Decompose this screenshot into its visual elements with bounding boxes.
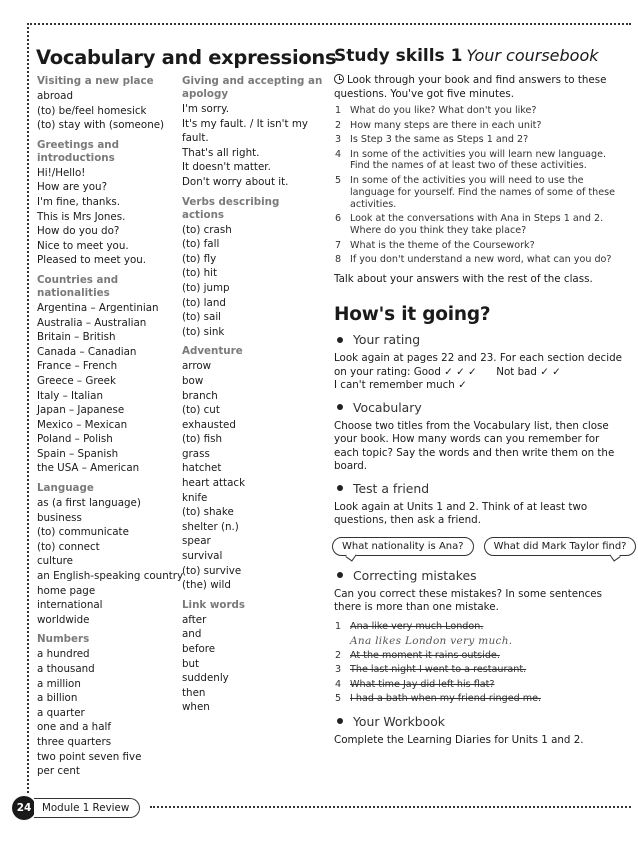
question-text: If you don't understand a new word, what can you do?: [350, 254, 612, 266]
vocab-item: (to) fall: [182, 238, 220, 251]
bullet-icon: [337, 718, 343, 724]
study-intro-text: Look through your book and find answers to these questions. You've got five minutes.: [334, 74, 607, 100]
vocab-item: (to) connect: [37, 540, 100, 553]
vocab-item: This is Mrs Jones.: [37, 210, 126, 223]
vocab-item: and: [182, 628, 202, 641]
vocabulary-column-2: [182, 75, 324, 715]
vocab-item: exhausted: [182, 418, 236, 431]
vocab-item: (to) sail: [182, 311, 222, 324]
question-number: 3: [335, 134, 342, 145]
vocab-item: worldwide: [37, 613, 90, 626]
vocab-item: international: [37, 599, 103, 612]
question-text: What do you like? What don't you like?: [350, 105, 537, 116]
vocab-item: Argentina – Argentinian: [37, 301, 159, 314]
question-item: [334, 254, 624, 266]
vocab-item: I'm fine, thanks.: [37, 195, 121, 208]
dotted-border-left: [27, 23, 29, 793]
vocab-item: Britain – British: [37, 331, 116, 344]
vocab-item: heart attack: [182, 477, 246, 490]
vocab-item: a hundred: [37, 648, 90, 661]
vocab-item: Don't worry about it.: [182, 175, 289, 188]
vocab-item: before: [182, 643, 216, 655]
vocab-item: (to) cut: [182, 404, 220, 417]
vocab-section-heading: Greetings and introductions: [37, 138, 120, 164]
question-item: [334, 240, 624, 252]
vocab-item: (to) hit: [182, 267, 218, 280]
vocab-section-heading: Link words: [182, 598, 246, 611]
vocab-section-heading: Adventure: [182, 345, 243, 358]
study-questions: [334, 105, 624, 266]
vocab-section-heading: Language: [37, 482, 94, 495]
vocab-item: Mexico – Mexican: [37, 418, 128, 431]
question-number: 5: [335, 174, 342, 186]
vocab-item: branch: [182, 389, 218, 402]
vocab-item: the USA – American: [37, 462, 140, 475]
bullet-icon: [337, 485, 343, 491]
vocab-item: bow: [182, 374, 204, 387]
question-item: [334, 105, 624, 117]
rating-cant: I can't remember much ✓: [334, 379, 467, 392]
vocab-item: after: [182, 613, 207, 626]
vocab-section-heading: Visiting a new place: [37, 75, 154, 87]
mistake-item: 3 The last night I went to a restaurant.: [335, 664, 527, 676]
mistake-item: 4 What time Jay did left his flat?: [335, 678, 495, 690]
vocab-item: (to) stay with (someone): [37, 119, 165, 132]
bullet-icon: [337, 337, 343, 343]
vocab-item: How are you?: [37, 181, 108, 194]
vocab-item: Nice to meet you.: [37, 239, 129, 252]
vocabulary-title: Vocabulary and expressions: [36, 46, 337, 69]
dotted-border-top: [27, 23, 631, 25]
vocab-item: three quarters: [37, 735, 112, 748]
question-item: [334, 213, 624, 237]
question-text: Is Step 3 the same as Steps 1 and 2?: [350, 134, 529, 145]
vocab-item: Italy – Italian: [37, 389, 103, 402]
handwritten-correction: Ana likes London very much.: [350, 635, 513, 648]
rating-heading: Your rating: [334, 332, 624, 347]
vocab-item: France – French: [37, 360, 118, 373]
vocab-item: (to) jump: [182, 281, 230, 294]
vocab-item: one and a half: [37, 721, 111, 734]
vocab-item: (to) fly: [182, 252, 217, 265]
question-item: [334, 149, 624, 173]
question-item: [334, 120, 624, 132]
vocab-item: Greece – Greek: [37, 374, 116, 387]
question-number: 1: [335, 105, 342, 116]
question-item: [334, 134, 624, 146]
question-number: 4: [335, 148, 342, 160]
test-heading: Test a friend: [334, 481, 624, 496]
mistake-item: 2 At the moment it rains outside.: [335, 649, 500, 661]
test-text: Look again at Units 1 and 2. Think of at least two questions, then ask a friend.: [334, 500, 588, 527]
vocab-item: Australia – Australian: [37, 316, 147, 329]
vocab-item: culture: [37, 555, 73, 568]
vocab-item: home page: [37, 584, 96, 597]
question-number: 8: [335, 254, 342, 266]
vocab-item: per cent: [37, 765, 80, 778]
vocab-item: Pleased to meet you.: [37, 254, 147, 267]
clock-icon: [334, 74, 344, 84]
workbook-text: Complete the Learning Diaries for Units 1 and 2.: [334, 733, 584, 746]
vocab-item: when: [182, 701, 210, 714]
vocab-item: (the) wild: [182, 579, 231, 592]
vocab-item: as (a first language): [37, 497, 141, 510]
vocab-item: (to) communicate: [37, 526, 129, 539]
vocab-item: I'm sorry.: [182, 103, 230, 115]
vocab-item: a thousand: [37, 663, 95, 675]
vocab-item: (to) land: [182, 296, 226, 309]
vocab-item: Poland – Polish: [37, 433, 113, 446]
dotted-border-bottom: [150, 806, 631, 808]
vocab-item: Japan – Japanese: [37, 404, 125, 417]
study-skills-subtitle: Your coursebook: [466, 46, 599, 65]
vocab-item: Canada – Canadian: [37, 345, 137, 358]
vocab-section-heading: Verbs describing actions: [182, 195, 280, 221]
question-text: What is the theme of the Coursework?: [350, 239, 535, 251]
question-text: In some of the activities you will learn new language. Find the names of at least two of these activities.: [350, 148, 607, 172]
vocabulary-text: Choose two titles from the Vocabulary list, then close your book. How many words can you remember for each topic? Say the words and then write them on the board.: [334, 419, 615, 473]
study-skills-heading: Study skills 1: [334, 46, 463, 66]
vocab-item: an English-speaking country: [37, 570, 184, 583]
question-number: 6: [335, 213, 342, 225]
question-text: In some of the activities you will need to use the language for yourself. Find the names of some of these activities.: [350, 174, 616, 210]
study-intro: [334, 74, 624, 101]
vocab-item: That's all right.: [182, 146, 260, 159]
mistake-item: 5 I had a bath when my friend ringed me.: [335, 693, 542, 705]
question-text: Look at the conversations with Ana in Steps 1 and 2. Where do you think they take place?: [350, 213, 604, 237]
bullet-icon: [337, 572, 343, 578]
vocab-item: (to) shake: [182, 506, 234, 519]
rating-good: Good ✓ ✓ ✓: [413, 365, 477, 378]
vocab-item: spear: [182, 535, 211, 548]
vocab-item: arrow: [182, 360, 212, 373]
vocab-section-heading: Numbers: [37, 633, 90, 646]
vocabulary-heading: Vocabulary: [334, 400, 624, 415]
question-text: How many steps are there in each unit?: [350, 119, 542, 131]
right-column: [334, 46, 627, 747]
vocab-item: (to) sink: [182, 325, 225, 338]
speech-bubble-2: What did Mark Taylor find?: [484, 537, 637, 556]
vocab-item: (to) fish: [182, 433, 223, 446]
question-item: [334, 175, 624, 211]
mistakes-list: [334, 621, 624, 706]
vocab-item: How do you do?: [37, 225, 120, 238]
vocab-item: business: [37, 511, 82, 524]
vocab-item: Spain – Spanish: [37, 447, 119, 460]
vocab-item: a million: [37, 677, 81, 690]
question-number: 2: [335, 119, 342, 131]
mistake-item: 1 Ana like very much London.: [335, 620, 484, 632]
bullet-icon: [337, 404, 343, 410]
workbook-heading: Your Workbook: [334, 714, 624, 729]
vocab-item: shelter (n.): [182, 520, 239, 533]
vocab-item: abroad: [37, 90, 73, 102]
hows-it-going-title: How's it going?: [334, 304, 491, 326]
vocab-item: hatchet: [182, 462, 222, 475]
speech-bubble-1: What nationality is Ana?: [332, 537, 474, 556]
speech-bubbles: [332, 537, 627, 556]
correcting-heading: Correcting mistakes: [334, 568, 624, 583]
vocab-section-heading: Countries and nationalities: [37, 273, 119, 299]
vocab-item: a quarter: [37, 706, 85, 719]
footer: [12, 796, 140, 820]
talk-text: Talk about your answers with the rest of the class.: [334, 273, 593, 286]
vocab-item: then: [182, 686, 206, 699]
vocabulary-column-1: [37, 75, 182, 779]
correcting-text: Can you correct these mistakes? In some sentences there is more than one mistake.: [334, 587, 602, 614]
vocab-item: (to) crash: [182, 223, 232, 236]
vocab-item: It doesn't matter.: [182, 161, 271, 174]
study-skills-title: [334, 46, 624, 66]
vocab-item: (to) be/feel homesick: [37, 104, 147, 117]
vocab-item: It's my fault. / It isn't my fault.: [182, 117, 308, 145]
vocab-item: but: [182, 657, 200, 670]
vocab-section-heading: Giving and accepting an apology: [182, 75, 323, 100]
page-number: 24: [12, 796, 36, 820]
rating-notbad: Not bad ✓ ✓: [496, 365, 561, 378]
vocab-item: survival: [182, 550, 223, 563]
vocab-item: grass: [182, 447, 210, 460]
rating-text: Look again at pages 22 and 23. For each section decide on your rating: Good ✓ ✓ ✓ Not bad ✓ ✓ I can't remember much ✓: [334, 352, 622, 392]
vocab-item: Hi!/Hello!: [37, 166, 86, 179]
vocab-item: two point seven five: [37, 750, 142, 763]
question-number: 7: [335, 239, 342, 251]
vocab-item: suddenly: [182, 672, 229, 685]
vocab-item: (to) survive: [182, 564, 242, 577]
vocab-item: knife: [182, 491, 208, 504]
vocab-item: a billion: [37, 692, 78, 705]
module-label: Module 1 Review: [34, 798, 140, 818]
